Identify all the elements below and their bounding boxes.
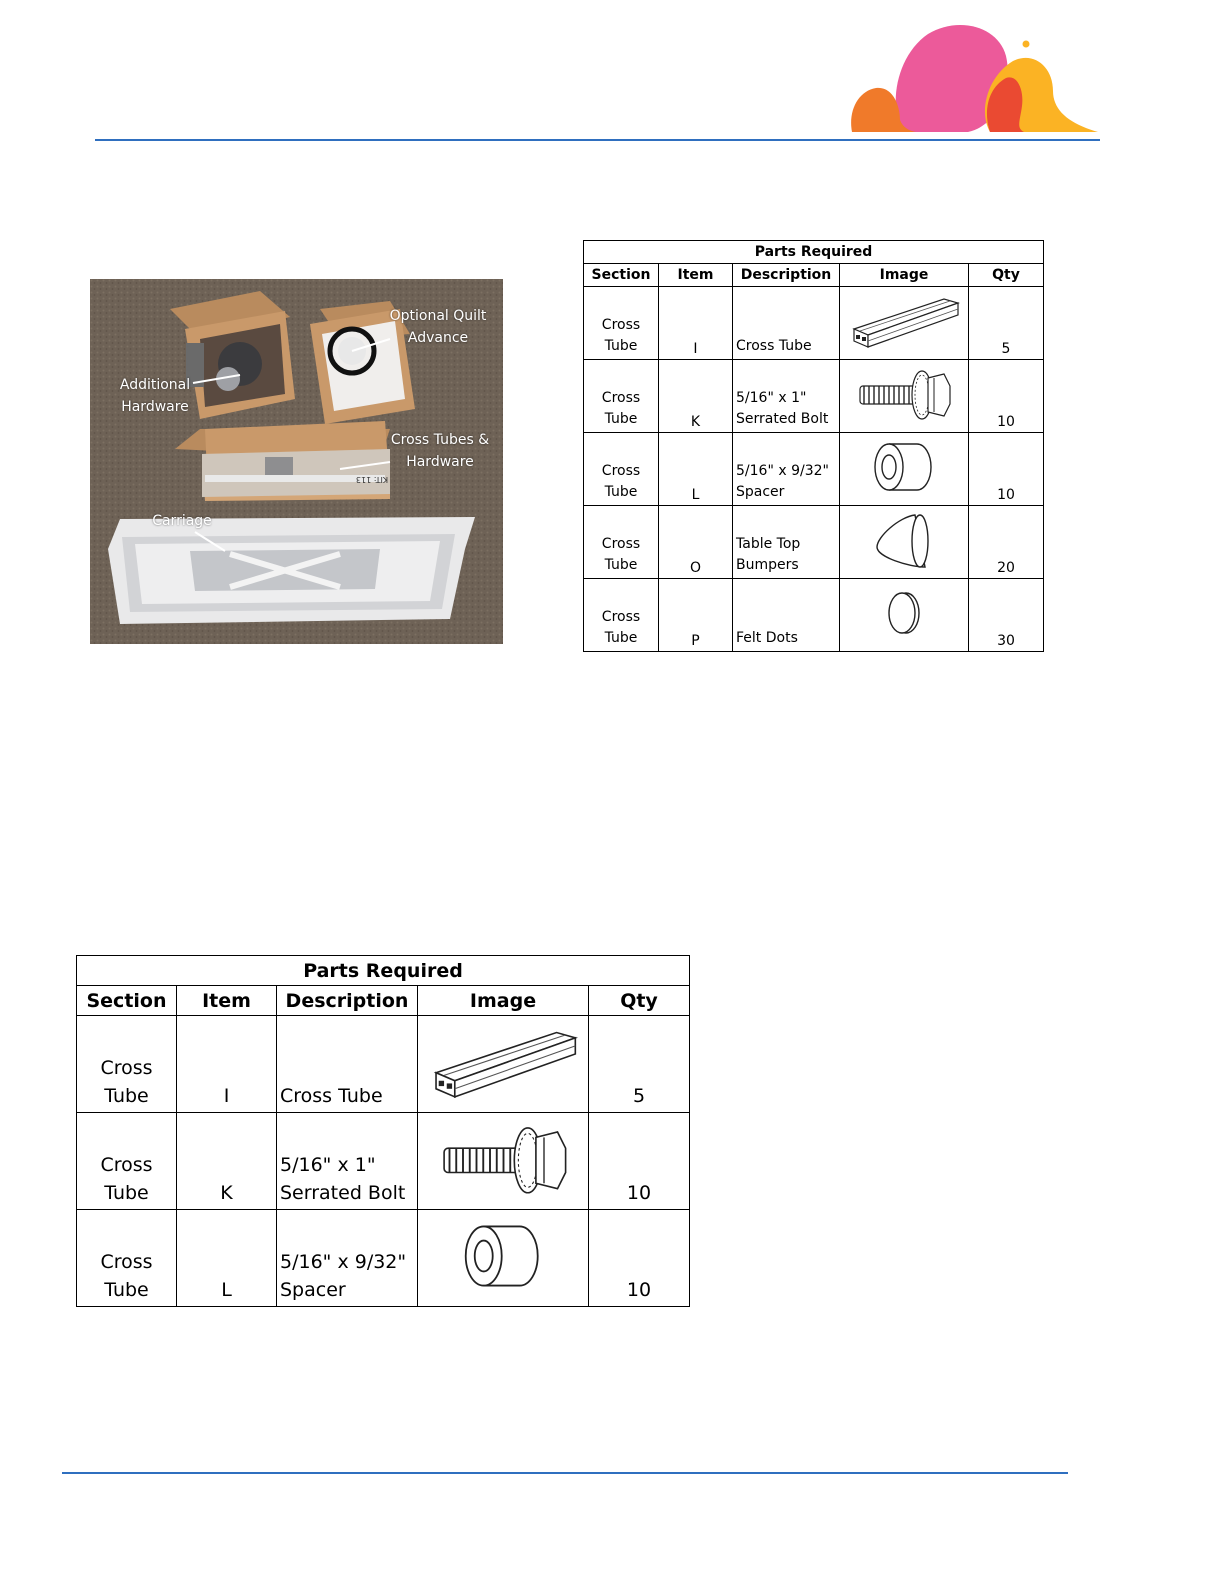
table-row	[584, 287, 1044, 360]
qty-cell: 10	[969, 433, 1044, 506]
qty-cell: 10	[589, 1210, 690, 1307]
column-header-description: Description	[733, 264, 840, 287]
cross-tube-icon	[848, 293, 960, 349]
description-cell: Cross Tube	[277, 1016, 418, 1113]
serrated-bolt-icon	[854, 364, 954, 424]
label-cross-tubes-hardware: Cross Tubes & Hardware	[390, 432, 490, 470]
spacer-icon	[869, 438, 939, 496]
table-row	[77, 1210, 690, 1307]
qty-cell: 5	[589, 1016, 690, 1113]
image-cell	[840, 287, 969, 360]
table-row	[77, 1113, 690, 1210]
column-header-section: Section	[584, 264, 659, 287]
logo-dot	[1023, 41, 1030, 48]
column-header-qty: Qty	[969, 264, 1044, 287]
image-cell	[418, 1113, 589, 1210]
qty-cell: 30	[969, 579, 1044, 652]
kit-contents-photo	[90, 279, 503, 644]
item-cell: O	[659, 506, 733, 579]
table-top-bumper-icon	[869, 509, 939, 571]
label-carriage: Carriage	[152, 513, 212, 529]
felt-dot-icon	[884, 588, 924, 638]
item-cell: I	[177, 1016, 277, 1113]
image-cell	[418, 1210, 589, 1307]
table-row	[584, 360, 1044, 433]
footer-rule	[62, 1472, 1068, 1474]
description-cell: Cross Tube	[733, 287, 840, 360]
description-cell: Felt Dots	[733, 579, 840, 652]
column-header-item: Item	[659, 264, 733, 287]
section-cell: Cross Tube	[584, 360, 659, 433]
table-row	[584, 433, 1044, 506]
table-title: Parts Required	[77, 956, 690, 986]
brand-logo	[848, 16, 1098, 136]
item-cell: I	[659, 287, 733, 360]
column-header-description: Description	[277, 986, 418, 1016]
qty-cell: 5	[969, 287, 1044, 360]
description-cell: Table Top Bumpers	[733, 506, 840, 579]
table-title: Parts Required	[584, 241, 1044, 264]
item-cell: K	[659, 360, 733, 433]
section-cell: Cross Tube	[77, 1113, 177, 1210]
qty-cell: 20	[969, 506, 1044, 579]
section-cell: Cross Tube	[77, 1210, 177, 1307]
image-cell	[840, 579, 969, 652]
column-header-image: Image	[840, 264, 969, 287]
column-header-section: Section	[77, 986, 177, 1016]
item-cell: L	[659, 433, 733, 506]
item-cell: K	[177, 1113, 277, 1210]
image-cell	[840, 506, 969, 579]
section-cell: Cross Tube	[584, 579, 659, 652]
section-cell: Cross Tube	[584, 287, 659, 360]
qty-cell: 10	[589, 1113, 690, 1210]
description-cell: 5/16" x 1" Serrated Bolt	[277, 1113, 418, 1210]
parts-required-table-small	[583, 240, 1044, 652]
section-cell: Cross Tube	[77, 1016, 177, 1113]
label-optional-quilt-advance: Optional Quilt Advance	[389, 308, 487, 346]
serrated-bolt-icon	[436, 1118, 571, 1200]
image-cell	[840, 433, 969, 506]
section-cell: Cross Tube	[584, 506, 659, 579]
item-cell: L	[177, 1210, 277, 1307]
column-header-image: Image	[418, 986, 589, 1016]
parts-required-table-large	[76, 955, 690, 1307]
label-additional-hardware: Additional Hardware	[119, 377, 191, 415]
label-kit-number: KIT: 113	[355, 475, 389, 484]
column-header-qty: Qty	[589, 986, 690, 1016]
table-row	[584, 579, 1044, 652]
description-cell: 5/16" x 9/32" Spacer	[733, 433, 840, 506]
description-cell: 5/16" x 9/32" Spacer	[277, 1210, 418, 1307]
cross-tube-icon	[428, 1022, 578, 1102]
section-cell: Cross Tube	[584, 433, 659, 506]
table-row	[77, 1016, 690, 1113]
description-cell: 5/16" x 1" Serrated Bolt	[733, 360, 840, 433]
image-cell	[840, 360, 969, 433]
image-cell	[418, 1016, 589, 1113]
table-row	[584, 506, 1044, 579]
item-cell: P	[659, 579, 733, 652]
spacer-icon	[458, 1217, 548, 1295]
header-rule	[95, 139, 1100, 141]
column-header-item: Item	[177, 986, 277, 1016]
qty-cell: 10	[969, 360, 1044, 433]
